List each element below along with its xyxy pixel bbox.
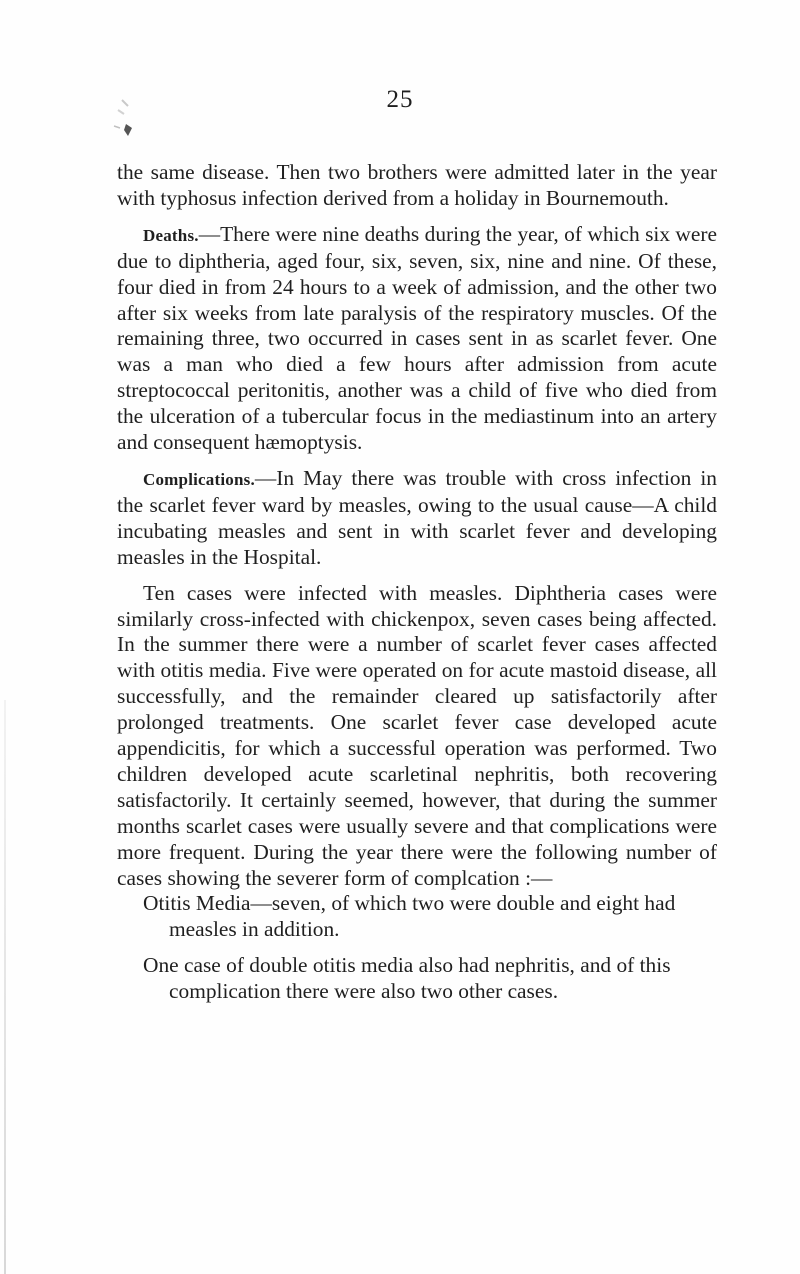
page-number: 25 (386, 86, 414, 113)
otitis-media-item: Otitis Media—seven, of which two were double and eight had measles in addition. (143, 891, 676, 942)
paragraph-cross-infection: Ten cases were infected with measles. Diphtheria cases were similarly cross-infected with chickenpox, seven cases being affected. In the summer there were a number of scarlet fever cases affected with otitis media. Five were operated on for acute mastoid disease, all successfully, and the remainder cleared up satisfactorily after prolonged treatments. One scarlet fever case developed acute appendicitis, for which a successful operation was performed. Two children developed acute scarletinal nephritis, both recovering satisfactorily. It certainly seemed, however, that during the summer months scarlet cases were usually severe and that complications were more frequent. During the year there were the following number of cases showing the severer form of complcation :— (117, 580, 717, 890)
complications-heading: Complications. (143, 469, 255, 489)
body-text (117, 160, 717, 1005)
paragraph-deaths (117, 222, 717, 456)
paragraph-continuation: the same disease. Then two brothers were admitted later in the year with typhosus infection derived from a holiday in Bournemouth. (117, 160, 717, 210)
deaths-text: —There were nine deaths during the year, of which six were due to diphtheria, aged four, six, seven, six, nine and nine. Of these, four died in from 24 hours to a week of admission, and the other two after six weeks from late paralysis of the respiratory muscles. Of the remaining three, two occurred in cases sent in as scarlet fever. One was a man who died a few hours after admission from acute streptococcal peritonitis, another was a child of five who died from the ulceration of a tubercular focus in the mediastinum into an artery and consequent hæmoptysis. (117, 221, 717, 455)
page-edge-shadow (4, 700, 6, 1274)
paragraph-complications (117, 466, 717, 571)
double-otitis-paragraph: One case of double otitis media also had nephritis, and of this complication there were also two other cases. (143, 953, 671, 1004)
deaths-heading: Deaths. (143, 225, 199, 245)
complications-text: —In May there was trouble with cross infection in the scarlet fever ward by measles, owing to the usual cause—A child incubating measles and sent in with scarlet fever and developing measles in the Hospital. (117, 465, 717, 569)
